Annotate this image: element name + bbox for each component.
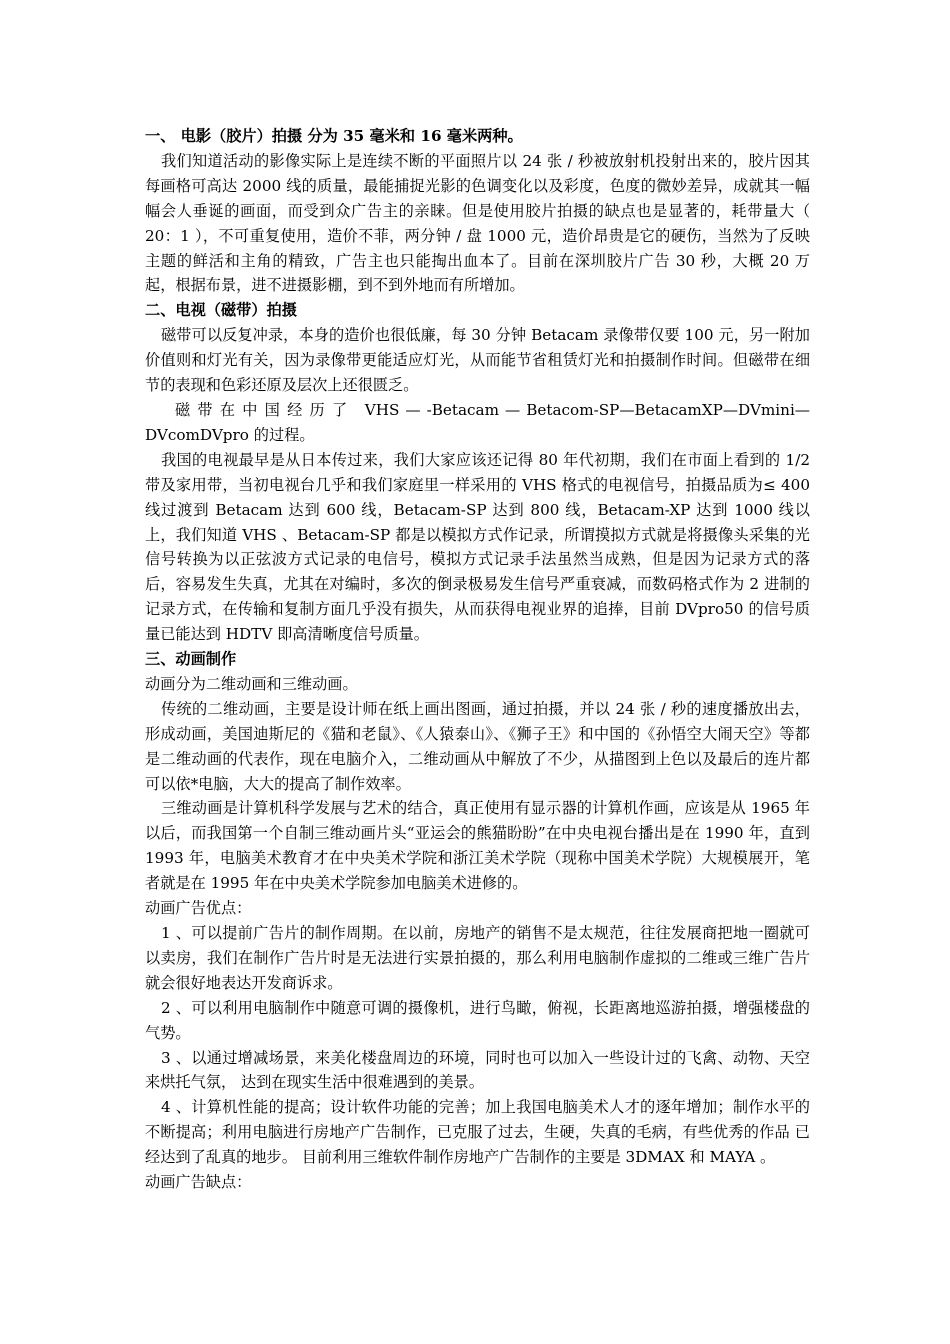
paragraph-animation-types: 动画分为二维动画和三维动画。 — [145, 674, 358, 693]
section-heading-film: 一、 电影（胶片）拍摄 分为 35 毫米和 16 毫米两种。 — [145, 127, 523, 145]
label-animation-cons: 动画广告缺点： — [145, 1173, 252, 1192]
paragraph-3d-animation: 三维动画是计算机科学发展与艺术的结合，真正使用有显示器的计算机作画，应该是从 1965 年以后，而我国第一个自制三维动画片头“亚运会的熊猫盼盼”在中央电视台播出是在 1990 年，直到 1993 年，电脑美术教育才在中央美术学院和浙江美术学院（现称中国美术学院）大规模展开，笔者就是在 1995 年在中央美术学院参加电脑美术进修的。 — [145, 799, 810, 893]
paragraph-2d-animation: 传统的二维动画，主要是设计师在纸上画出图画，通过拍摄，并以 24 张 / 秒的速度播放出去，形成动画，美国迪斯尼的《猫和老鼠》、《人猿泰山》、《狮子王》和中国的《孙悟空大闹天空》等都是二维动画的代表作，现在电脑介入，二维动画从中解放了不少，从描图到上色以及最后的连片都可以依*电脑，大大的提高了制作效率。 — [145, 699, 810, 793]
paragraph-tv-history: 我国的电视最早是从日本传过来，我们大家应该还记得 80 年代初期，我们在市面上看到的 1/2 带及家用带，当初电视台几乎和我们家庭里一样采用的 VHS 格式的电视信号，拍摄品质为≤ 400 线过渡到 Betacam 达到 600 线，Betacam-SP 达到 800 线，Betacam-XP 达到 1000 线以上，我们知道 VHS 、Betacam-SP 都是以模拟方式作记录，所谓摸拟方式就是将摄像头采集的光信号转换为以正弦波方式记录的电信号，模拟方式记录手法虽然当成熟，但是因为记录方式的落后，容易发生失真，尤其在对编时，多次的倒录极易发生信号严重衰减，而数码格式作为 2 进制的记录方式，在传输和复制方面几乎没有损失，从而获得电视业界的追捧，目前 DVpro50 的信号质量已能达到 HDTV 即高清晰度信号质量。 — [145, 450, 810, 644]
list-item-pro-3: 3 、以通过增减场景，来美化楼盘周边的环境，同时也可以加入一些设计过的飞禽、动物、天空来烘托气氛， 达到在现实生活中很难遇到的美景。 — [145, 1048, 810, 1092]
list-item-pro-4: 4 、计算机性能的提高；设计软件功能的完善；加上我国电脑美术人才的逐年增加；制作水平的不断提高；利用电脑进行房地产广告制作，已克服了过去，生硬，失真的毛病，有些优秀的作品 已经达到了乱真的地步。 目前利用三维软件制作房地产广告制作的主要是 3DMAX 和 MAYA 。 — [145, 1098, 810, 1167]
paragraph-tape-history: 磁 带 在 中 国 经 历 了 VHS — -Betacam — Betacom-SP—BetacamXP—DVmini—DVcomDVpro 的过程。 — [145, 400, 810, 444]
paragraph-tape-cost: 磁带可以反复冲录，本身的造价也很低廉，每 30 分钟 Betacam 录像带仅要 100 元，另一附加价值则和灯光有关，因为录像带更能适应灯光，从而能节省租赁灯光和拍摄制作时间。但磁带在细节的表现和色彩还原及层次上还很匮乏。 — [145, 326, 810, 395]
document-page — [145, 124, 810, 1195]
list-item-pro-1: 1 、可以提前广告片的制作周期。在以前，房地产的销售不是太规范，往往发展商把地一圈就可以卖房，我们在制作广告片时是无法进行实景拍摄的，那么利用电脑制作虚拟的二维或三维广告片就会很好地表达开发商诉求。 — [145, 924, 810, 992]
paragraph-film: 我们知道活动的影像实际上是连续不断的平面照片以 24 张 / 秒被放射机投射出来的，胶片因其每画格可高达 2000 线的质量，最能捕捉光影的色调变化以及彩度，色度的微妙差异，成就其一幅幅会人垂诞的画面，而受到众广告主的亲睐。但是使用胶片拍摄的缺点也是显著的，耗带量大（ 20：1 ），不可重复使用，造价不菲，两分钟 / 盘 1000 元，造价昂贵是它的硬伤，当然为了反映主题的鲜活和主角的精致，广告主也只能掏出血本了。目前在深圳胶片广告 30 秒，大概 20 万起，根据布景，进不进摄影棚，到不到外地而有所增加。 — [145, 151, 810, 295]
section-heading-tape: 二、电视（磁带）拍摄 — [145, 301, 297, 320]
section-heading-animation: 三、动画制作 — [145, 650, 237, 669]
label-animation-pros: 动画广告优点： — [145, 899, 252, 918]
list-item-pro-2: 2 、可以利用电脑制作中随意可调的摄像机，进行鸟瞰，俯视，长距离地巡游拍摄，增强楼盘的气势。 — [145, 998, 810, 1042]
